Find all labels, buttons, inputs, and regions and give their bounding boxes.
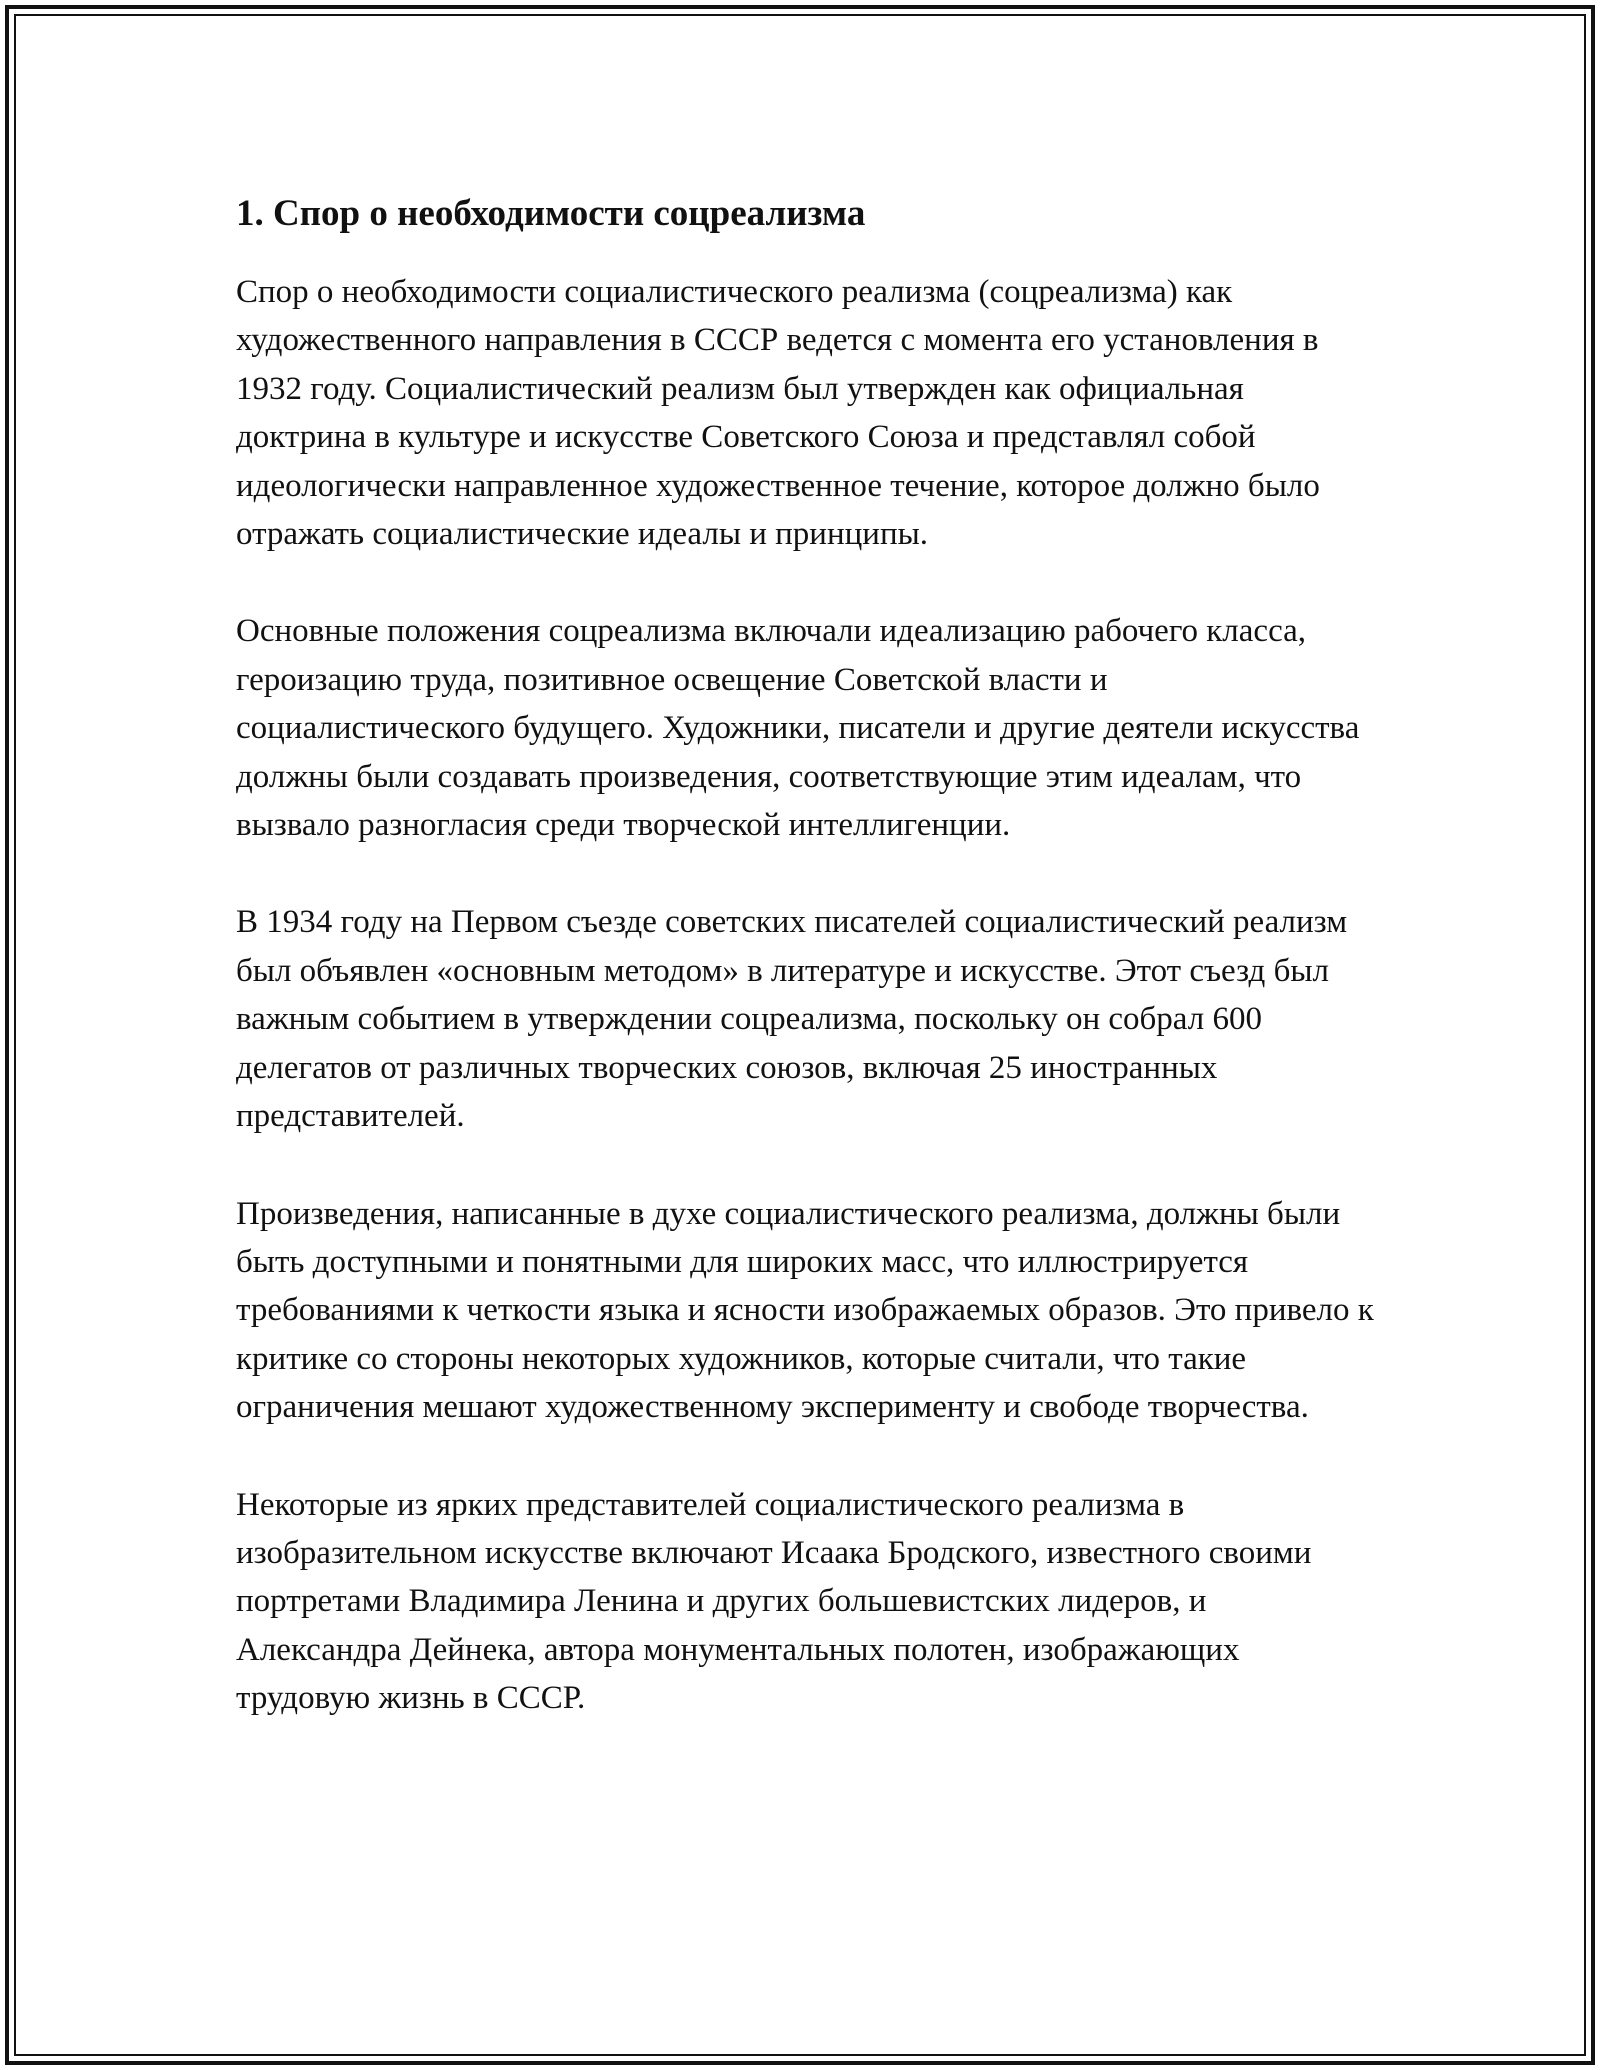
document-body bbox=[236, 186, 1376, 1772]
paragraph-1: Спор о необходимости социалистического реализма (соцреализма) как художественного направления в СССР ведется с момента его установления в 1932 году. Социалистический реализм был утвержден как официальная доктрина в культуре и искусстве Советского Союза и представлял собой идеологически направленное художественное течение, которое должно было отражать социалистические идеалы и принципы. bbox=[236, 274, 1320, 553]
paragraph-2: Основные положения соцреализма включали идеализацию рабочего класса, героизацию труда, позитивное освещение Советской власти и социалистического будущего. Художники, писатели и другие деятели искусства должны были создавать произведения, соответствующие этим идеалам, что вызвало разногласия среди творческой интеллигенции. bbox=[236, 613, 1360, 844]
paragraph-5: Некоторые из ярких представителей социалистического реализма в изобразительном искусстве включают Исаака Бродского, известного своими портретами Владимира Ленина и других большевистских лидеров, и Александра Дейнека, автора монументальных полотен, изображающих трудовую жизнь в СССР. bbox=[236, 1486, 1312, 1717]
paragraph-3: В 1934 году на Первом съезде советских писателей социалистический реализм был объявлен «основным методом» в литературе и искусстве. Этот съезд был важным событием в утверждении соцреализма, поскольку он собрал 600 делегатов от различных творческих союзов, включая 25 иностранных представителей. bbox=[236, 904, 1348, 1135]
section-heading: 1. Спор о необходимости соцреализма bbox=[236, 193, 866, 234]
paragraph-4: Произведения, написанные в духе социалистического реализма, должны были быть доступными и понятными для широких масс, что иллюстрируется требованиями к четкости языка и ясности изображаемых образов. Это привело к критике со стороны некоторых художников, которые считали, что такие ограничения мешают художественному эксперименту и свободе творчества. bbox=[236, 1195, 1374, 1426]
